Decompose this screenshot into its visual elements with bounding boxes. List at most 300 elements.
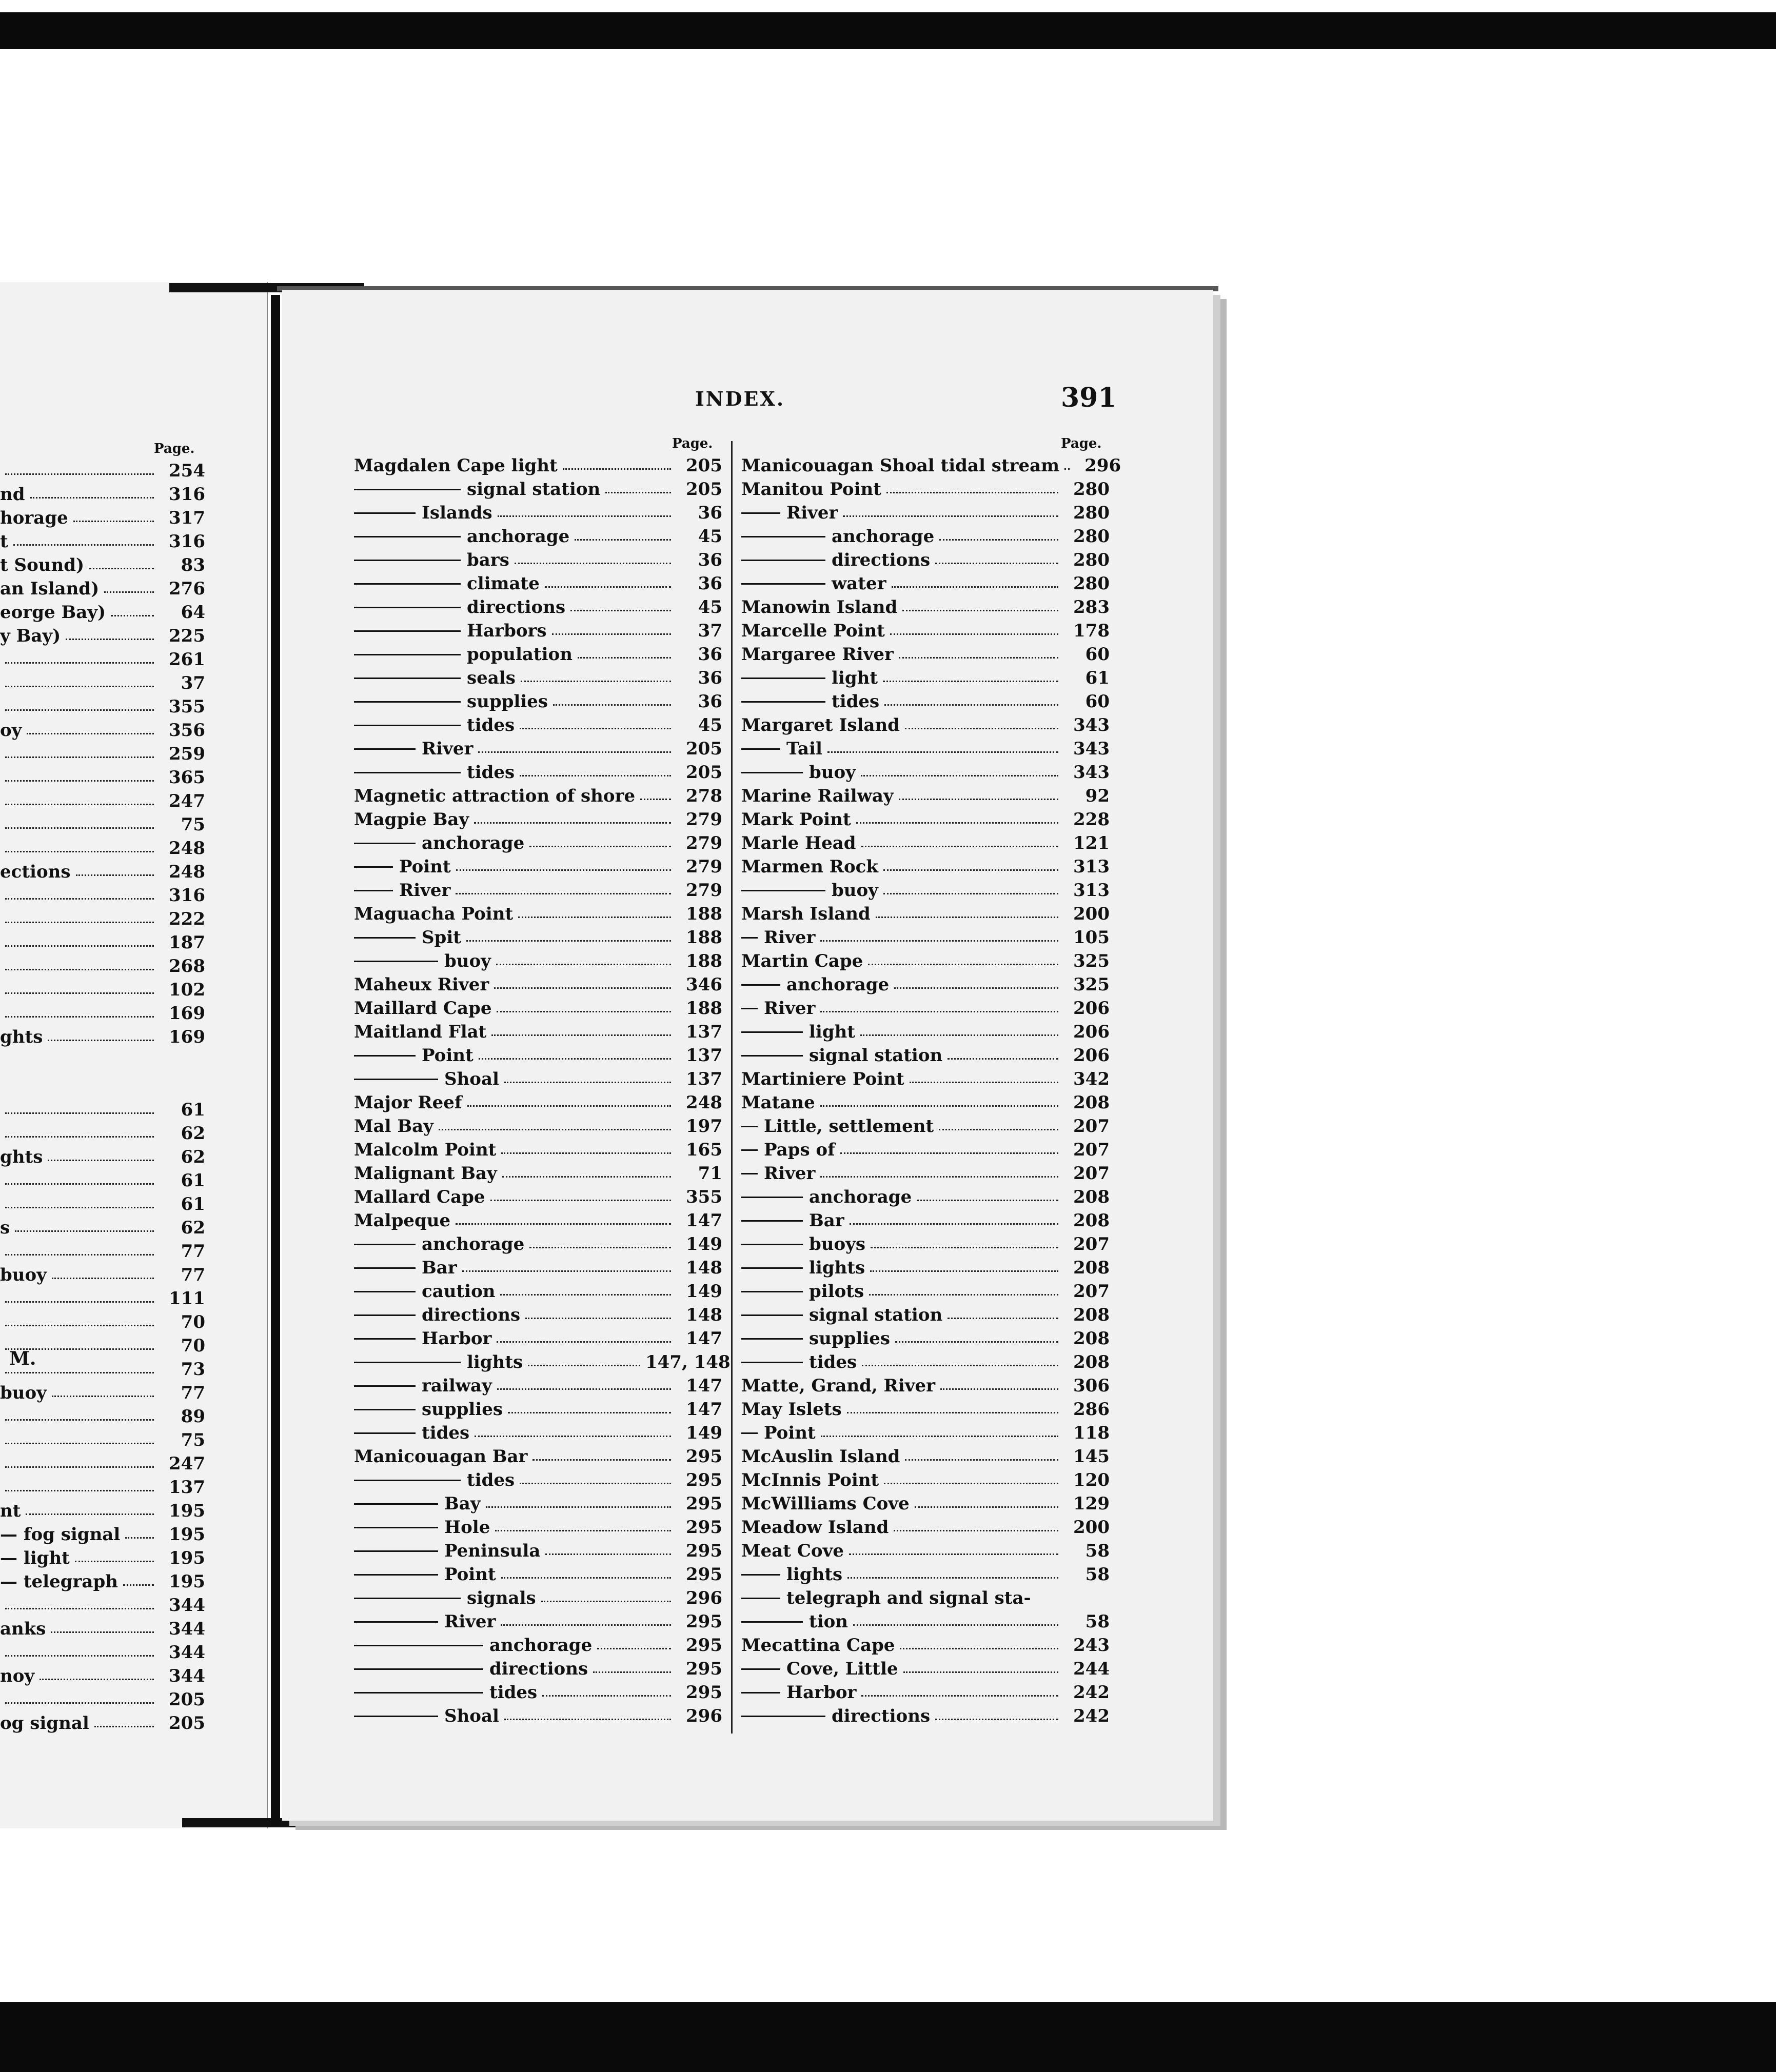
entry-page-number: 225 bbox=[169, 626, 205, 646]
leader-dots bbox=[479, 1058, 671, 1060]
leader-dots bbox=[884, 1483, 1058, 1484]
entry-page-number: 248 bbox=[686, 1092, 722, 1113]
ditto-rule bbox=[354, 1480, 461, 1481]
ditto-rule bbox=[741, 1432, 758, 1434]
entry-page-number: 316 bbox=[169, 885, 205, 906]
entry-page-number: 120 bbox=[1073, 1470, 1110, 1490]
entry-page-number: 248 bbox=[169, 838, 205, 859]
leader-dots bbox=[5, 1016, 154, 1018]
leader-dots bbox=[820, 1105, 1058, 1107]
scanner-top-band bbox=[0, 12, 1776, 49]
leader-dots bbox=[899, 657, 1058, 659]
entry-page-number: 195 bbox=[169, 1524, 205, 1545]
leader-dots bbox=[5, 1136, 154, 1138]
leader-dots bbox=[52, 1396, 154, 1397]
leader-dots bbox=[5, 827, 154, 829]
leader-dots bbox=[884, 704, 1058, 706]
ditto-rule bbox=[354, 890, 393, 891]
book-spine bbox=[271, 295, 280, 1826]
entry-text: light bbox=[832, 668, 878, 688]
ditto-rule bbox=[741, 701, 825, 703]
left-page-entry bbox=[0, 907, 205, 931]
entry-text: Maillard Cape bbox=[354, 998, 492, 1019]
ditto-rule bbox=[354, 961, 438, 962]
entry-text: railway bbox=[422, 1376, 492, 1396]
entry-page-number: 280 bbox=[1073, 550, 1110, 570]
entry-page-number: 147 bbox=[686, 1210, 722, 1231]
leader-dots bbox=[123, 1584, 154, 1586]
leader-dots bbox=[910, 1082, 1058, 1083]
left-page-entry bbox=[0, 1025, 205, 1049]
entry-page-number: 75 bbox=[181, 1430, 205, 1450]
leader-dots bbox=[474, 822, 671, 824]
index-entry bbox=[741, 1044, 1110, 1067]
leader-dots bbox=[869, 1294, 1058, 1296]
entry-page-number: 243 bbox=[1073, 1635, 1110, 1656]
entry-page-number: 149 bbox=[686, 1423, 722, 1443]
index-entry bbox=[741, 1539, 1110, 1563]
index-entry bbox=[741, 1610, 1110, 1633]
ditto-rule bbox=[741, 1267, 803, 1269]
entry-page-number: 169 bbox=[169, 1027, 205, 1047]
entry-text: Islands bbox=[422, 503, 492, 523]
leader-dots bbox=[5, 1608, 154, 1609]
leader-dots bbox=[883, 681, 1058, 682]
ditto-rule bbox=[741, 1692, 780, 1694]
index-entry bbox=[354, 1044, 722, 1067]
leader-dots bbox=[847, 1412, 1058, 1413]
index-entry bbox=[741, 808, 1110, 831]
entry-text: Little, settlement bbox=[764, 1116, 934, 1137]
ditto-rule bbox=[354, 536, 461, 537]
entry-text: Point bbox=[399, 856, 451, 877]
entry-page-number: 165 bbox=[686, 1140, 722, 1160]
leader-dots bbox=[570, 610, 671, 611]
entry-text: — light bbox=[0, 1548, 70, 1568]
entry-text: Marsh Island bbox=[741, 904, 871, 924]
entry-text: directions bbox=[832, 1706, 931, 1726]
left-page-entry bbox=[0, 954, 205, 978]
leader-dots bbox=[862, 1365, 1058, 1366]
leader-dots bbox=[868, 964, 1058, 965]
index-entry bbox=[741, 926, 1110, 949]
leader-dots bbox=[48, 1160, 154, 1161]
entry-text: signal station bbox=[467, 479, 601, 500]
entry-page-number: 149 bbox=[686, 1234, 722, 1254]
entry-page-number: 306 bbox=[1073, 1376, 1110, 1396]
leader-dots bbox=[478, 751, 671, 753]
col-label-right: Page. bbox=[1061, 436, 1102, 451]
index-entry bbox=[354, 1398, 722, 1421]
index-entry bbox=[354, 949, 722, 973]
entry-page-number: 61 bbox=[181, 1194, 205, 1214]
entry-text: tion bbox=[809, 1611, 848, 1632]
leader-dots bbox=[5, 1183, 154, 1185]
entry-text: Mal Bay bbox=[354, 1116, 433, 1137]
ditto-rule bbox=[354, 1314, 416, 1316]
left-page-entry bbox=[0, 1145, 205, 1169]
ditto-rule bbox=[741, 1008, 758, 1009]
index-entry bbox=[354, 761, 722, 784]
index-entry bbox=[354, 713, 722, 737]
leader-dots bbox=[52, 1278, 154, 1279]
index-entry bbox=[741, 1067, 1110, 1091]
leader-dots bbox=[5, 1490, 154, 1491]
entry-page-number: 75 bbox=[181, 814, 205, 835]
index-entry bbox=[354, 737, 722, 761]
leader-dots bbox=[5, 1207, 154, 1208]
entry-page-number: 242 bbox=[1073, 1682, 1110, 1703]
entry-text: Paps of bbox=[764, 1140, 835, 1160]
left-page-col-label: Page. bbox=[154, 441, 195, 456]
index-entry bbox=[741, 784, 1110, 808]
entry-page-number: 346 bbox=[686, 974, 722, 995]
leader-dots bbox=[89, 568, 154, 569]
leader-dots bbox=[467, 1105, 671, 1107]
leader-dots bbox=[40, 1679, 154, 1680]
ditto-rule bbox=[354, 1267, 416, 1269]
entry-text: nd bbox=[0, 484, 25, 505]
leader-dots bbox=[525, 1318, 671, 1319]
index-entry bbox=[741, 973, 1110, 997]
leader-dots bbox=[5, 1301, 154, 1303]
index-entry bbox=[741, 595, 1110, 619]
leader-dots bbox=[521, 681, 671, 682]
index-entry bbox=[354, 1516, 722, 1539]
ditto-rule bbox=[354, 654, 461, 655]
entry-page-number: 61 bbox=[181, 1100, 205, 1120]
entry-page-number: 200 bbox=[1073, 904, 1110, 924]
leader-dots bbox=[520, 1483, 671, 1484]
entry-text: River bbox=[764, 927, 816, 948]
entry-text: directions bbox=[422, 1305, 521, 1325]
entry-text: Matane bbox=[741, 1092, 815, 1113]
ditto-rule bbox=[354, 1409, 416, 1410]
leader-dots bbox=[597, 1648, 671, 1649]
entry-page-number: 365 bbox=[169, 767, 205, 788]
entry-text: Cove, Little bbox=[786, 1659, 898, 1679]
leader-dots bbox=[894, 1530, 1058, 1531]
entry-page-number: 355 bbox=[686, 1187, 722, 1207]
leader-dots bbox=[27, 733, 154, 734]
entry-page-number: 118 bbox=[1073, 1423, 1110, 1443]
entry-text: River bbox=[399, 880, 451, 901]
index-entry bbox=[741, 1657, 1110, 1681]
leader-dots bbox=[905, 1459, 1058, 1461]
entry-text: buoy bbox=[444, 951, 491, 971]
entry-page-number: 205 bbox=[169, 1689, 205, 1710]
leader-dots bbox=[497, 1341, 671, 1343]
index-entry bbox=[741, 666, 1110, 690]
index-entry bbox=[741, 831, 1110, 855]
ditto-rule bbox=[741, 1031, 803, 1033]
leader-dots bbox=[5, 1112, 154, 1114]
entry-page-number: 147 bbox=[686, 1376, 722, 1396]
entry-text: Malignant Bay bbox=[354, 1163, 497, 1184]
entry-page-number: 137 bbox=[686, 1069, 722, 1089]
leader-dots bbox=[917, 1200, 1058, 1201]
leader-dots bbox=[104, 591, 154, 593]
entry-page-number: 279 bbox=[686, 809, 722, 830]
entry-page-number: 242 bbox=[1073, 1706, 1110, 1726]
index-entry bbox=[354, 1539, 722, 1563]
ditto-rule bbox=[354, 607, 461, 608]
leader-dots bbox=[861, 1695, 1058, 1697]
entry-page-number: 295 bbox=[686, 1493, 722, 1514]
entry-page-number: 77 bbox=[181, 1241, 205, 1262]
leader-dots bbox=[508, 1412, 671, 1413]
leader-dots bbox=[578, 657, 671, 659]
left-page-entry bbox=[0, 1098, 205, 1122]
leader-dots bbox=[820, 940, 1058, 942]
entry-page-number: 355 bbox=[169, 696, 205, 717]
entry-page-number: 279 bbox=[686, 833, 722, 853]
entry-page-number: 207 bbox=[1073, 1281, 1110, 1302]
entry-page-number: 73 bbox=[181, 1359, 205, 1380]
entry-text: Harbors bbox=[467, 621, 547, 641]
left-page-entry bbox=[0, 1287, 205, 1310]
entry-text: Martiniere Point bbox=[741, 1069, 904, 1089]
index-entry bbox=[741, 855, 1110, 879]
leader-dots bbox=[850, 1223, 1058, 1225]
entry-page-number: 77 bbox=[181, 1265, 205, 1285]
left-page-entry bbox=[0, 766, 205, 789]
entry-page-number: 70 bbox=[181, 1336, 205, 1356]
entry-page-number: 316 bbox=[169, 531, 205, 552]
entry-page-number: 58 bbox=[1085, 1611, 1110, 1632]
ditto-rule bbox=[354, 560, 461, 561]
leader-dots bbox=[5, 1702, 154, 1704]
leader-dots bbox=[948, 1058, 1058, 1060]
entry-text: buoy bbox=[0, 1383, 47, 1403]
entry-page-number: 195 bbox=[169, 1548, 205, 1568]
left-page-entry bbox=[0, 1641, 205, 1664]
entry-page-number: 61 bbox=[181, 1170, 205, 1191]
ditto-rule bbox=[354, 678, 461, 679]
ditto-rule bbox=[741, 772, 803, 773]
entry-text: Harbor bbox=[786, 1682, 857, 1703]
left-page-entry bbox=[0, 884, 205, 907]
index-entry bbox=[741, 1020, 1110, 1044]
leader-dots bbox=[871, 1247, 1058, 1248]
entry-text: light bbox=[809, 1022, 856, 1042]
entry-page-number: 37 bbox=[698, 621, 722, 641]
entry-text: McAuslin Island bbox=[741, 1446, 900, 1467]
leader-dots bbox=[894, 987, 1058, 989]
entry-text: Point bbox=[444, 1564, 496, 1585]
entry-text: nt bbox=[0, 1501, 21, 1521]
entry-page-number: 295 bbox=[686, 1611, 722, 1632]
leader-dots bbox=[5, 686, 154, 687]
left-page-entry bbox=[0, 836, 205, 860]
leader-dots bbox=[5, 709, 154, 711]
entry-page-number: 317 bbox=[169, 508, 205, 528]
leader-dots bbox=[528, 1365, 640, 1366]
ditto-rule bbox=[354, 1692, 483, 1694]
entry-text: Bar bbox=[422, 1258, 457, 1278]
index-entry bbox=[354, 784, 722, 808]
ditto-rule bbox=[741, 1338, 803, 1340]
entry-text: Marmen Rock bbox=[741, 856, 878, 877]
entry-page-number: 188 bbox=[686, 927, 722, 948]
leader-dots bbox=[456, 893, 671, 894]
entry-page-number: 278 bbox=[686, 786, 722, 806]
leader-dots bbox=[545, 1553, 671, 1555]
entry-text: Major Reef bbox=[354, 1092, 462, 1113]
index-entry bbox=[741, 1492, 1110, 1516]
ditto-rule bbox=[354, 1598, 461, 1599]
ditto-rule bbox=[741, 1197, 803, 1198]
index-entry bbox=[741, 1633, 1110, 1657]
entry-page-number: 280 bbox=[1073, 526, 1110, 547]
entry-text: anchorage bbox=[786, 974, 890, 995]
entry-text: anchorage bbox=[467, 526, 570, 547]
entry-text: Mecattina Cape bbox=[741, 1635, 895, 1656]
entry-page-number: 280 bbox=[1073, 573, 1110, 594]
leader-dots bbox=[903, 1671, 1058, 1673]
entry-text: Martin Cape bbox=[741, 951, 863, 971]
index-entry bbox=[354, 525, 722, 548]
entry-text: Harbor bbox=[422, 1328, 492, 1349]
index-entry bbox=[354, 1350, 731, 1374]
entry-text: buoy bbox=[832, 880, 878, 901]
left-page-entry bbox=[0, 1405, 205, 1428]
left-page-entry bbox=[0, 1192, 205, 1216]
entry-text: Shoal bbox=[444, 1069, 499, 1089]
index-entry bbox=[741, 690, 1110, 713]
index-entry bbox=[354, 1067, 722, 1091]
left-page-entry bbox=[0, 459, 205, 483]
entry-text: anchorage bbox=[489, 1635, 593, 1656]
entry-text: ections bbox=[0, 862, 71, 882]
entry-page-number: 356 bbox=[169, 720, 205, 741]
left-page-entry bbox=[0, 860, 205, 884]
entry-page-number: 295 bbox=[686, 1659, 722, 1679]
leader-dots bbox=[563, 468, 671, 470]
leader-dots bbox=[520, 775, 671, 776]
ditto-rule bbox=[354, 1716, 438, 1717]
entry-page-number: 89 bbox=[181, 1406, 205, 1427]
entry-text: eorge Bay) bbox=[0, 602, 106, 623]
ditto-rule bbox=[741, 1621, 803, 1623]
leader-dots bbox=[475, 1436, 671, 1437]
index-entry bbox=[741, 619, 1110, 643]
entry-text: — telegraph bbox=[0, 1571, 118, 1592]
ditto-rule bbox=[741, 1291, 803, 1292]
index-entry bbox=[354, 572, 722, 595]
entry-page-number: 111 bbox=[169, 1288, 205, 1309]
leader-dots bbox=[861, 775, 1058, 776]
entry-page-number: 105 bbox=[1073, 927, 1110, 948]
entry-page-number: 207 bbox=[1073, 1163, 1110, 1184]
index-entry bbox=[741, 525, 1110, 548]
entry-page-number: 205 bbox=[686, 739, 722, 759]
ditto-rule bbox=[354, 1432, 416, 1434]
leader-dots bbox=[490, 1200, 671, 1201]
index-entry bbox=[354, 643, 722, 666]
entry-page-number: 195 bbox=[169, 1501, 205, 1521]
index-entry bbox=[741, 1445, 1110, 1468]
leader-dots bbox=[890, 633, 1058, 635]
index-entry bbox=[741, 501, 1110, 525]
entry-text: tides bbox=[422, 1423, 470, 1443]
left-page-entry bbox=[0, 1523, 205, 1546]
leader-dots bbox=[892, 586, 1058, 588]
entry-page-number: 342 bbox=[1073, 1069, 1110, 1089]
entry-text: Margaree River bbox=[741, 644, 894, 665]
leader-dots bbox=[840, 1152, 1058, 1154]
left-page-entry bbox=[0, 931, 205, 954]
entry-page-number: 149 bbox=[686, 1281, 722, 1302]
left-page-entry bbox=[0, 1476, 205, 1499]
leader-dots bbox=[518, 917, 671, 918]
entry-page-number: 344 bbox=[169, 1595, 205, 1616]
leader-dots bbox=[76, 874, 154, 876]
entry-page-number: 71 bbox=[698, 1163, 722, 1184]
left-page-entry bbox=[0, 1002, 205, 1025]
left-page-entry bbox=[0, 483, 205, 506]
leader-dots bbox=[48, 1040, 154, 1041]
entry-page-number: 248 bbox=[169, 862, 205, 882]
entry-page-number: 205 bbox=[686, 762, 722, 783]
ditto-rule bbox=[354, 1527, 438, 1528]
entry-page-number: 343 bbox=[1073, 739, 1110, 759]
entry-page-number: 200 bbox=[1073, 1517, 1110, 1538]
entry-page-number: 325 bbox=[1073, 951, 1110, 971]
left-page-entry bbox=[0, 1216, 205, 1240]
index-entry bbox=[741, 1232, 1110, 1256]
left-page-entry bbox=[0, 813, 205, 836]
entry-page-number: 208 bbox=[1073, 1187, 1110, 1207]
entry-page-number: 296 bbox=[686, 1588, 722, 1608]
entry-page-number: 259 bbox=[169, 744, 205, 764]
index-entry bbox=[354, 1138, 722, 1162]
index-entry bbox=[354, 1468, 722, 1492]
entry-text: Magdalen Cape light bbox=[354, 455, 558, 476]
page-number: 391 bbox=[1061, 382, 1117, 413]
ditto-rule bbox=[354, 843, 416, 844]
entry-text: pilots bbox=[809, 1281, 864, 1302]
entry-page-number: 147 bbox=[686, 1328, 722, 1349]
entry-page-number: 121 bbox=[1073, 833, 1110, 853]
entry-text: Magpie Bay bbox=[354, 809, 469, 830]
left-page-entry bbox=[0, 719, 205, 742]
index-entry bbox=[741, 1185, 1110, 1209]
ditto-rule bbox=[741, 890, 825, 891]
entry-page-number: 295 bbox=[686, 1541, 722, 1561]
entry-text: oy bbox=[0, 720, 22, 741]
index-entry bbox=[741, 1280, 1110, 1303]
entry-text: Manowin Island bbox=[741, 597, 898, 617]
leader-dots bbox=[5, 780, 154, 782]
entry-page-number: 60 bbox=[1085, 644, 1110, 665]
entry-page-number: 286 bbox=[1073, 1399, 1110, 1420]
leader-dots bbox=[51, 1631, 154, 1633]
entry-text: River bbox=[444, 1611, 496, 1632]
leader-dots bbox=[5, 662, 154, 664]
left-page-section-letter: M. bbox=[9, 1348, 36, 1369]
leader-dots bbox=[935, 563, 1058, 564]
entry-text: Mallard Cape bbox=[354, 1187, 485, 1207]
leader-dots bbox=[504, 1719, 671, 1720]
entry-text: caution bbox=[422, 1281, 496, 1302]
left-page-entry bbox=[0, 530, 205, 553]
entry-page-number: 268 bbox=[169, 956, 205, 977]
leader-dots bbox=[883, 869, 1058, 871]
entry-page-number: 129 bbox=[1073, 1493, 1110, 1514]
leader-dots bbox=[5, 922, 154, 923]
entry-page-number: 208 bbox=[1073, 1210, 1110, 1231]
